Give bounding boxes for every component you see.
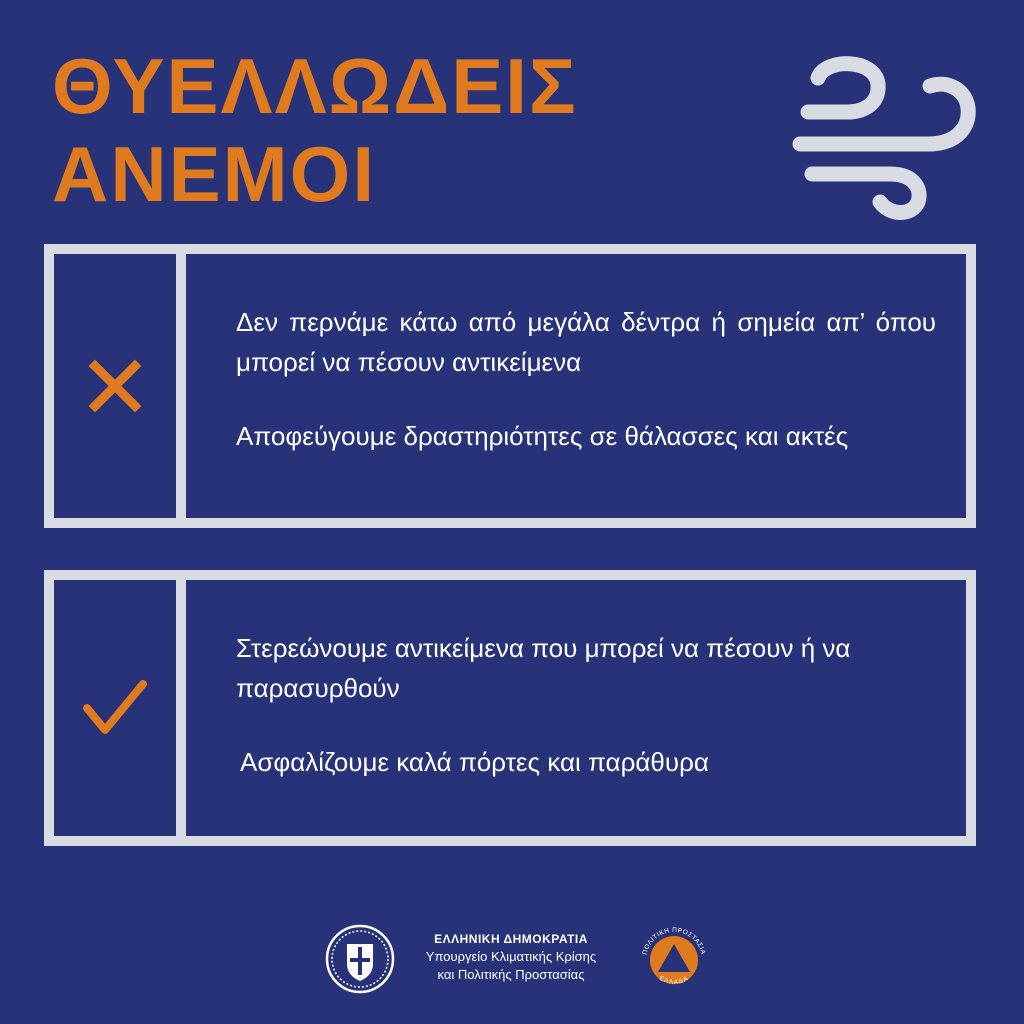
greek-emblem-logo bbox=[325, 924, 395, 994]
footer-line-2: Υπουργείο Κλιματικής Κρίσης bbox=[425, 949, 597, 964]
footer-line-3: και Πολιτικής Προστασίας bbox=[437, 967, 585, 982]
svg-text:ΕΛΛΑΔΑ: ΕΛΛΑΔΑ bbox=[657, 974, 691, 987]
civil-protection-logo bbox=[636, 922, 712, 998]
footer-line-1: ΕΛΛΗΝΙΚΗ ΔΗΜΟΚΡΑΤΙΑ bbox=[434, 932, 588, 946]
do-panel bbox=[44, 570, 976, 846]
panel-divider bbox=[176, 580, 186, 836]
title-line-2: ΑΝΕΜΟΙ bbox=[52, 130, 376, 218]
ministry-text bbox=[400, 930, 622, 984]
wind-icon bbox=[790, 50, 980, 220]
do-mark bbox=[54, 580, 176, 836]
do-list bbox=[236, 628, 936, 816]
page-title bbox=[52, 42, 578, 218]
footer bbox=[0, 922, 1024, 1002]
do-item-2: Ασφαλίζουμε καλά πόρτες και παράθυρα bbox=[240, 747, 709, 777]
dont-item-1: Δεν περνάμε κάτω από μεγάλα δέντρα ή σημεία απ’ όπου μπορεί να πέσουν αντικείμενα bbox=[236, 307, 936, 377]
cross-icon bbox=[87, 358, 143, 414]
title-line-1: ΘΥΕΛΛΩΔΕΙΣ bbox=[52, 42, 578, 130]
dont-mark bbox=[54, 254, 176, 518]
dont-list bbox=[236, 302, 936, 490]
dont-item-2: Αποφεύγουμε δραστηριότητες σε θάλασσες και ακτές bbox=[236, 421, 849, 451]
svg-text:ΠΟΛΙΤΙΚΗ ΠΡΟΣΤΑΣΙΑ: ΠΟΛΙΤΙΚΗ ΠΡΟΣΤΑΣΙΑ bbox=[641, 926, 707, 956]
panel-divider bbox=[176, 254, 186, 518]
do-item-1: Στερεώνουμε αντικείμενα που μπορεί να πέσουν ή να παρασυρθούν bbox=[236, 633, 851, 703]
checkmark-icon bbox=[83, 678, 147, 738]
dont-panel bbox=[44, 244, 976, 528]
